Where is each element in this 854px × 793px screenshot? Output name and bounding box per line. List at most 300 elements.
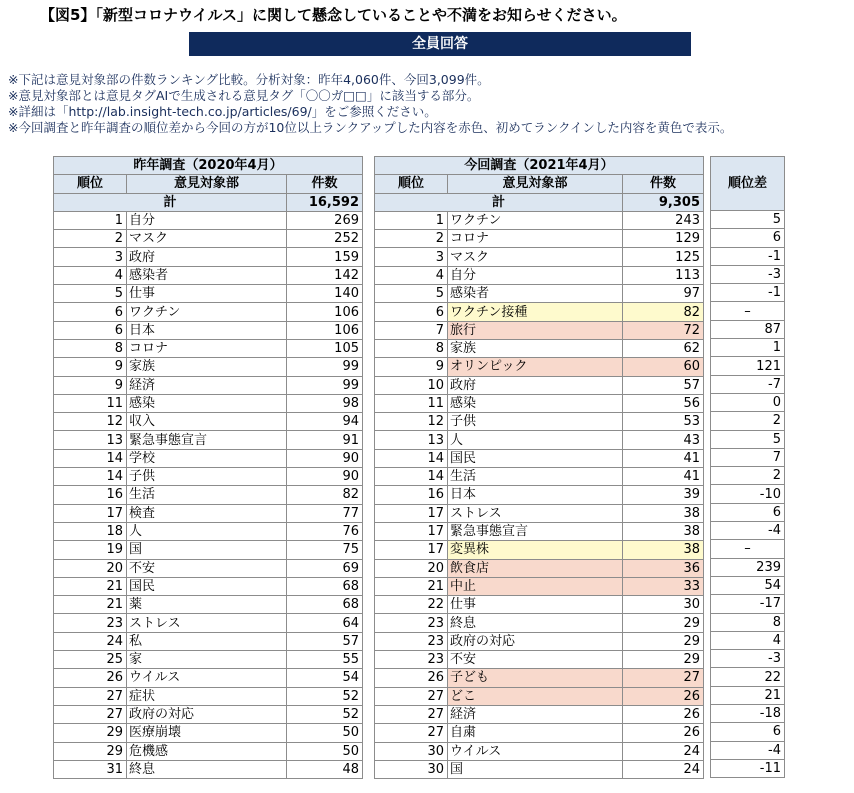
respondent-banner: 全員回答 [189,32,691,56]
count-cell: 52 [287,687,363,705]
table-row [711,467,785,485]
table-row [54,559,363,577]
count-cell: 57 [623,376,704,394]
item-cell: 国 [448,760,623,778]
rank-diff-cell: 121 [711,357,785,375]
rank-cell: 22 [375,596,448,614]
rank-diff-cell: -3 [711,265,785,283]
rank-diff-cell: 87 [711,320,785,338]
count-cell: 98 [287,394,363,412]
table-row [711,522,785,540]
rank-cell: 11 [375,394,448,412]
table-row [54,522,363,540]
count-cell: 55 [287,651,363,669]
count-cell: 50 [287,724,363,742]
item-cell: 危機感 [127,742,287,760]
table-row [54,724,363,742]
table-row [711,247,785,265]
item-cell: 人 [127,522,287,540]
rank-cell: 23 [375,614,448,632]
count-cell: 56 [623,394,704,412]
item-cell: 日本 [127,321,287,339]
table-row [711,375,785,393]
count-cell: 41 [623,449,704,467]
table-row [54,339,363,357]
rank-cell: 27 [375,724,448,742]
count-cell: 26 [623,687,704,705]
rank-cell: 19 [54,541,127,559]
rank-cell: 9 [54,376,127,394]
table-row [375,687,704,705]
item-cell: 政府 [127,248,287,266]
item-cell: オリンピック [448,358,623,376]
rank-diff-cell: 22 [711,668,785,686]
item-header: 意見対象部 [127,175,287,193]
rank-cell: 27 [375,687,448,705]
item-cell: 家 [127,651,287,669]
table-row [711,393,785,411]
count-cell: 33 [623,577,704,595]
count-cell: 252 [287,230,363,248]
table-row [711,741,785,759]
rank-cell: 21 [54,577,127,595]
item-header: 意見対象部 [448,175,623,193]
item-cell: 不安 [448,651,623,669]
table-row [711,668,785,686]
rank-diff-cell: 0 [711,393,785,411]
item-cell: ワクチン [127,303,287,321]
item-cell: 学校 [127,449,287,467]
count-cell: 60 [623,358,704,376]
count-cell: 159 [287,248,363,266]
table-row [375,596,704,614]
rank-cell: 13 [375,431,448,449]
item-cell: 生活 [448,468,623,486]
table-row [54,577,363,595]
item-cell: 家族 [448,339,623,357]
count-cell: 27 [623,669,704,687]
table-row [54,358,363,376]
item-cell: 国民 [448,449,623,467]
item-cell: 終息 [127,760,287,778]
count-cell: 243 [623,211,704,229]
item-cell: 政府の対応 [448,632,623,650]
table-row [54,596,363,614]
rank-diff-cell: -1 [711,247,785,265]
count-cell: 129 [623,230,704,248]
item-cell: 仕事 [127,285,287,303]
rank-cell: 29 [54,742,127,760]
item-cell: 政府の対応 [127,705,287,723]
item-cell: 収入 [127,413,287,431]
rank-cell: 12 [54,413,127,431]
item-cell: 自粛 [448,724,623,742]
rank-cell: 11 [54,394,127,412]
table-row [54,248,363,266]
count-cell: 48 [287,760,363,778]
figure-title: 【図5】「新型コロナウイルス」に関して懸念していることや不満をお知らせください。 [40,6,627,24]
rank-diff-cell: 4 [711,631,785,649]
count-cell: 99 [287,358,363,376]
item-cell: ストレス [448,504,623,522]
count-cell: 39 [623,486,704,504]
rank-cell: 30 [375,742,448,760]
total-label: 計 [375,193,623,211]
table-row [711,613,785,631]
count-cell: 38 [623,522,704,540]
table-row [54,632,363,650]
count-cell: 99 [287,376,363,394]
count-cell: 24 [623,760,704,778]
table-row [54,449,363,467]
item-cell: 症状 [127,687,287,705]
rank-cell: 24 [54,632,127,650]
item-cell: 感染者 [448,285,623,303]
table-row [375,559,704,577]
rank-diff-cell: 239 [711,558,785,576]
rank-cell: 2 [54,230,127,248]
rank-cell: 14 [54,468,127,486]
rank-cell: 16 [54,486,127,504]
rank-cell: 25 [54,651,127,669]
table-row [375,468,704,486]
rank-diff-table [710,156,785,778]
count-cell: 54 [287,669,363,687]
count-cell: 57 [287,632,363,650]
rank-cell: 4 [54,266,127,284]
count-cell: 43 [623,431,704,449]
item-cell: マスク [127,230,287,248]
table-row [711,357,785,375]
item-cell: ウイルス [448,742,623,760]
rank-cell: 13 [54,431,127,449]
table-row [711,430,785,448]
previous-survey-title: 昨年調査（2020年4月） [54,157,363,175]
table-row [711,412,785,430]
table-row [54,705,363,723]
count-cell: 26 [623,705,704,723]
count-cell: 52 [287,705,363,723]
rank-cell: 27 [54,687,127,705]
current-survey-title: 今回調査（2021年4月） [375,157,704,175]
count-cell: 30 [623,596,704,614]
rank-cell: 5 [375,285,448,303]
rank-cell: 4 [375,266,448,284]
item-cell: 人 [448,431,623,449]
table-row [54,468,363,486]
table-row [711,448,785,466]
item-cell: コロナ [448,230,623,248]
item-cell: 経済 [448,705,623,723]
count-cell: 140 [287,285,363,303]
rank-cell: 20 [375,559,448,577]
table-row [711,631,785,649]
table-row [375,449,704,467]
item-cell: ストレス [127,614,287,632]
count-cell: 106 [287,321,363,339]
table-row [54,321,363,339]
count-cell: 62 [623,339,704,357]
count-cell: 69 [287,559,363,577]
rank-diff-cell: 6 [711,723,785,741]
rank-cell: 21 [54,596,127,614]
table-row [711,229,785,247]
table-row [54,669,363,687]
table-row [711,558,785,576]
rank-diff-cell: 7 [711,448,785,466]
count-header: 件数 [623,175,704,193]
table-row [375,760,704,778]
rank-cell: 31 [54,760,127,778]
rank-cell: 6 [54,303,127,321]
table-row [375,651,704,669]
rank-cell: 9 [375,358,448,376]
rank-diff-cell: -10 [711,485,785,503]
count-cell: 41 [623,468,704,486]
count-cell: 38 [623,504,704,522]
table-row [375,285,704,303]
table-row [375,230,704,248]
item-cell: 感染 [127,394,287,412]
table-row [54,614,363,632]
table-row [711,485,785,503]
note-line: ※今回調査と昨年調査の順位差から今回の方が10位以上ランクアップした内容を赤色、初めてランクインした内容を黄色で表示。 [8,120,733,135]
count-cell: 90 [287,449,363,467]
rank-diff-cell: 6 [711,229,785,247]
rank-diff-cell: 8 [711,613,785,631]
rank-cell: 23 [375,632,448,650]
table-row [54,541,363,559]
rank-header: 順位 [375,175,448,193]
table-row [711,650,785,668]
count-cell: 97 [623,285,704,303]
rank-cell: 10 [375,376,448,394]
table-row [375,376,704,394]
count-cell: 53 [623,413,704,431]
current-survey-table [374,156,704,779]
rank-cell: 17 [375,541,448,559]
item-cell: 感染 [448,394,623,412]
rank-cell: 12 [375,413,448,431]
table-row [54,413,363,431]
item-cell: 生活 [127,486,287,504]
rank-cell: 27 [375,705,448,723]
count-cell: 72 [623,321,704,339]
table-row [375,669,704,687]
rank-diff-cell: -4 [711,741,785,759]
item-cell: 子ども [448,669,623,687]
item-cell: マスク [448,248,623,266]
count-cell: 77 [287,504,363,522]
table-row [375,541,704,559]
total-count: 16,592 [287,193,363,211]
rank-diff-cell: -7 [711,375,785,393]
count-cell: 90 [287,468,363,486]
rank-diff-cell: -18 [711,705,785,723]
rank-cell: 26 [54,669,127,687]
item-cell: 自分 [127,211,287,229]
rank-cell: 16 [375,486,448,504]
item-cell: 飲食店 [448,559,623,577]
table-row [375,321,704,339]
item-cell: ワクチン接種 [448,303,623,321]
count-cell: 68 [287,577,363,595]
rank-header: 順位 [54,175,127,193]
table-row [375,577,704,595]
table-row [375,614,704,632]
table-row [711,265,785,283]
count-cell: 50 [287,742,363,760]
count-cell: 105 [287,339,363,357]
table-row [375,742,704,760]
table-row [54,230,363,248]
table-row [375,339,704,357]
table-row [375,504,704,522]
table-row [711,759,785,777]
table-row [711,540,785,558]
item-cell: 仕事 [448,596,623,614]
table-row [54,431,363,449]
count-cell: 75 [287,541,363,559]
rank-cell: 1 [54,211,127,229]
item-cell: 変異株 [448,541,623,559]
count-cell: 36 [623,559,704,577]
rank-cell: 6 [54,321,127,339]
rank-cell: 5 [54,285,127,303]
table-row [54,651,363,669]
table-row [375,632,704,650]
rank-diff-cell: 2 [711,412,785,430]
rank-cell: 17 [375,504,448,522]
table-row [711,211,785,229]
table-row [54,285,363,303]
rank-diff-cell: -4 [711,522,785,540]
table-row [375,486,704,504]
rank-diff-cell: 5 [711,211,785,229]
item-cell: 国民 [127,577,287,595]
count-cell: 29 [623,651,704,669]
item-cell: どこ [448,687,623,705]
item-cell: 自分 [448,266,623,284]
previous-survey-table [53,156,363,779]
table-row [711,576,785,594]
table-row [375,394,704,412]
item-cell: 緊急事態宣言 [127,431,287,449]
rank-cell: 18 [54,522,127,540]
rank-cell: 3 [375,248,448,266]
table-row [375,358,704,376]
rank-cell: 17 [54,504,127,522]
table-row [375,211,704,229]
rank-diff-header: 順位差 [711,157,785,211]
table-row [375,724,704,742]
item-cell: 感染者 [127,266,287,284]
item-cell: 私 [127,632,287,650]
rank-cell: 3 [54,248,127,266]
rank-cell: 23 [375,651,448,669]
item-cell: 家族 [127,358,287,376]
count-cell: 29 [623,614,704,632]
rank-cell: 14 [375,449,448,467]
table-row [54,211,363,229]
item-cell: 子供 [448,413,623,431]
item-cell: 旅行 [448,321,623,339]
table-row [711,723,785,741]
count-cell: 125 [623,248,704,266]
count-cell: 82 [623,303,704,321]
rank-cell: 21 [375,577,448,595]
note-line: ※下記は意見対象部の件数ランキング比較。分析対象：昨年4,060件、今回3,099件。 [8,72,490,87]
item-cell: 子供 [127,468,287,486]
item-cell: 終息 [448,614,623,632]
rank-cell: 14 [54,449,127,467]
count-cell: 64 [287,614,363,632]
table-row [54,504,363,522]
item-cell: 医療崩壊 [127,724,287,742]
rank-cell: 26 [375,669,448,687]
rank-diff-cell: 54 [711,576,785,594]
item-cell: 検査 [127,504,287,522]
table-row [375,431,704,449]
table-row [711,503,785,521]
count-cell: 94 [287,413,363,431]
rank-cell: 2 [375,230,448,248]
table-row [375,266,704,284]
count-cell: 38 [623,541,704,559]
item-cell: 政府 [448,376,623,394]
rank-cell: 6 [375,303,448,321]
table-row [711,284,785,302]
table-row [54,303,363,321]
rank-cell: 14 [375,468,448,486]
table-row [711,339,785,357]
item-cell: 中止 [448,577,623,595]
table-row [375,705,704,723]
rank-cell: 29 [54,724,127,742]
rank-diff-cell: 2 [711,467,785,485]
count-cell: 82 [287,486,363,504]
rank-diff-cell: -11 [711,759,785,777]
rank-cell: 20 [54,559,127,577]
rank-cell: 8 [54,339,127,357]
table-row [54,266,363,284]
count-header: 件数 [287,175,363,193]
table-row [54,486,363,504]
table-row [711,302,785,320]
count-cell: 76 [287,522,363,540]
rank-cell: 23 [54,614,127,632]
item-cell: 不安 [127,559,287,577]
rank-cell: 7 [375,321,448,339]
table-row [54,742,363,760]
total-label: 計 [54,193,287,211]
table-row [54,760,363,778]
item-cell: コロナ [127,339,287,357]
table-row [711,686,785,704]
notes [8,72,732,136]
rank-cell: 27 [54,705,127,723]
count-cell: 29 [623,632,704,650]
table-row [54,376,363,394]
rank-diff-cell: 6 [711,503,785,521]
count-cell: 24 [623,742,704,760]
table-row [711,705,785,723]
count-cell: 269 [287,211,363,229]
table-row [711,320,785,338]
count-cell: 106 [287,303,363,321]
item-cell: 国 [127,541,287,559]
item-cell: 緊急事態宣言 [448,522,623,540]
